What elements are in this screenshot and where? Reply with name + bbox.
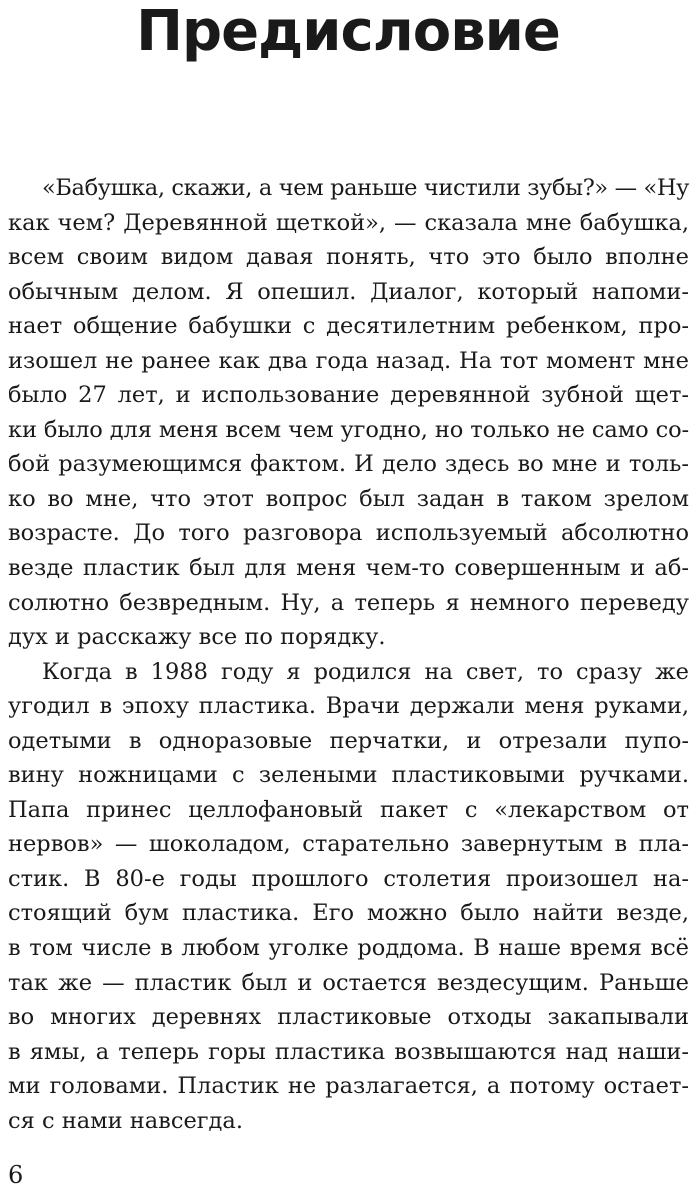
- text-line: в ямы, а теперь горы пластика возвышаются над наши-: [8, 1038, 689, 1065]
- text-line: ми головами. Пластик не разлагается, а потому остает-: [8, 1073, 689, 1100]
- page-number: 6: [8, 1161, 24, 1189]
- text-line: всем своим видом давая понять, что это было вполне: [8, 244, 689, 271]
- text-line: как чем? Деревянной щеткой», — сказала мне бабушка,: [8, 209, 689, 236]
- text-line: во многих деревнях пластиковые отходы закапывали: [8, 1004, 689, 1031]
- text-line: ся с нами навсегда.: [8, 1107, 243, 1134]
- text-line: угодил в эпоху пластика. Врачи держали меня руками,: [8, 693, 689, 720]
- text-line: ки было для меня всем чем угодно, но только не само со-: [8, 416, 689, 443]
- body-text: [8, 171, 689, 1138]
- text-line: нает общение бабушки с десятилетним ребенком, про-: [8, 313, 689, 340]
- text-line: стик. В 80-е годы прошлого столетия произошел на-: [8, 865, 689, 892]
- text-line: в том числе в любом уголке роддома. В наше время всё: [8, 935, 689, 962]
- text-line: так же — пластик был и остается вездесущим. Раньше: [8, 969, 689, 996]
- text-line: дух и расскажу все по порядку.: [8, 624, 386, 651]
- text-line: солютно безвредным. Ну, а теперь я немного переведу: [8, 589, 689, 616]
- text-line: стоящий бум пластика. Его можно было найти везде,: [8, 900, 689, 927]
- text-line: изошел не ранее как два года назад. На тот момент мне: [8, 347, 689, 374]
- paragraph-1: [8, 171, 689, 655]
- text-line: «Бабушка, скажи, а чем раньше чистили зубы?» — «Ну: [42, 175, 689, 201]
- chapter-title: Предисловие: [136, 0, 560, 64]
- text-line: Папа принес целлофановый пакет с «лекарством от: [8, 796, 689, 823]
- text-line: нервов» — шоколадом, старательно завернутым в пла-: [8, 831, 689, 858]
- paragraph-2: [8, 655, 689, 1139]
- text-line: возрасте. До того разговора используемый абсолютно: [8, 520, 689, 547]
- text-line: Когда в 1988 году я родился на свет, то сразу же: [42, 658, 689, 685]
- text-line: везде пластик был для меня чем-то совершенным и аб-: [8, 555, 689, 582]
- text-line: обычным делом. Я опешил. Диалог, который напоми-: [8, 278, 689, 305]
- text-line: бой разумеющимся фактом. И дело здесь во мне и толь-: [8, 451, 689, 478]
- text-line: одетыми в одноразовые перчатки, и отрезали пупо-: [8, 727, 689, 754]
- text-line: ко во мне, что этот вопрос был задан в таком зрелом: [8, 485, 689, 512]
- text-line: было 27 лет, и использование деревянной зубной щет-: [8, 382, 689, 409]
- text-line: вину ножницами с зелеными пластиковыми ручками.: [8, 762, 689, 789]
